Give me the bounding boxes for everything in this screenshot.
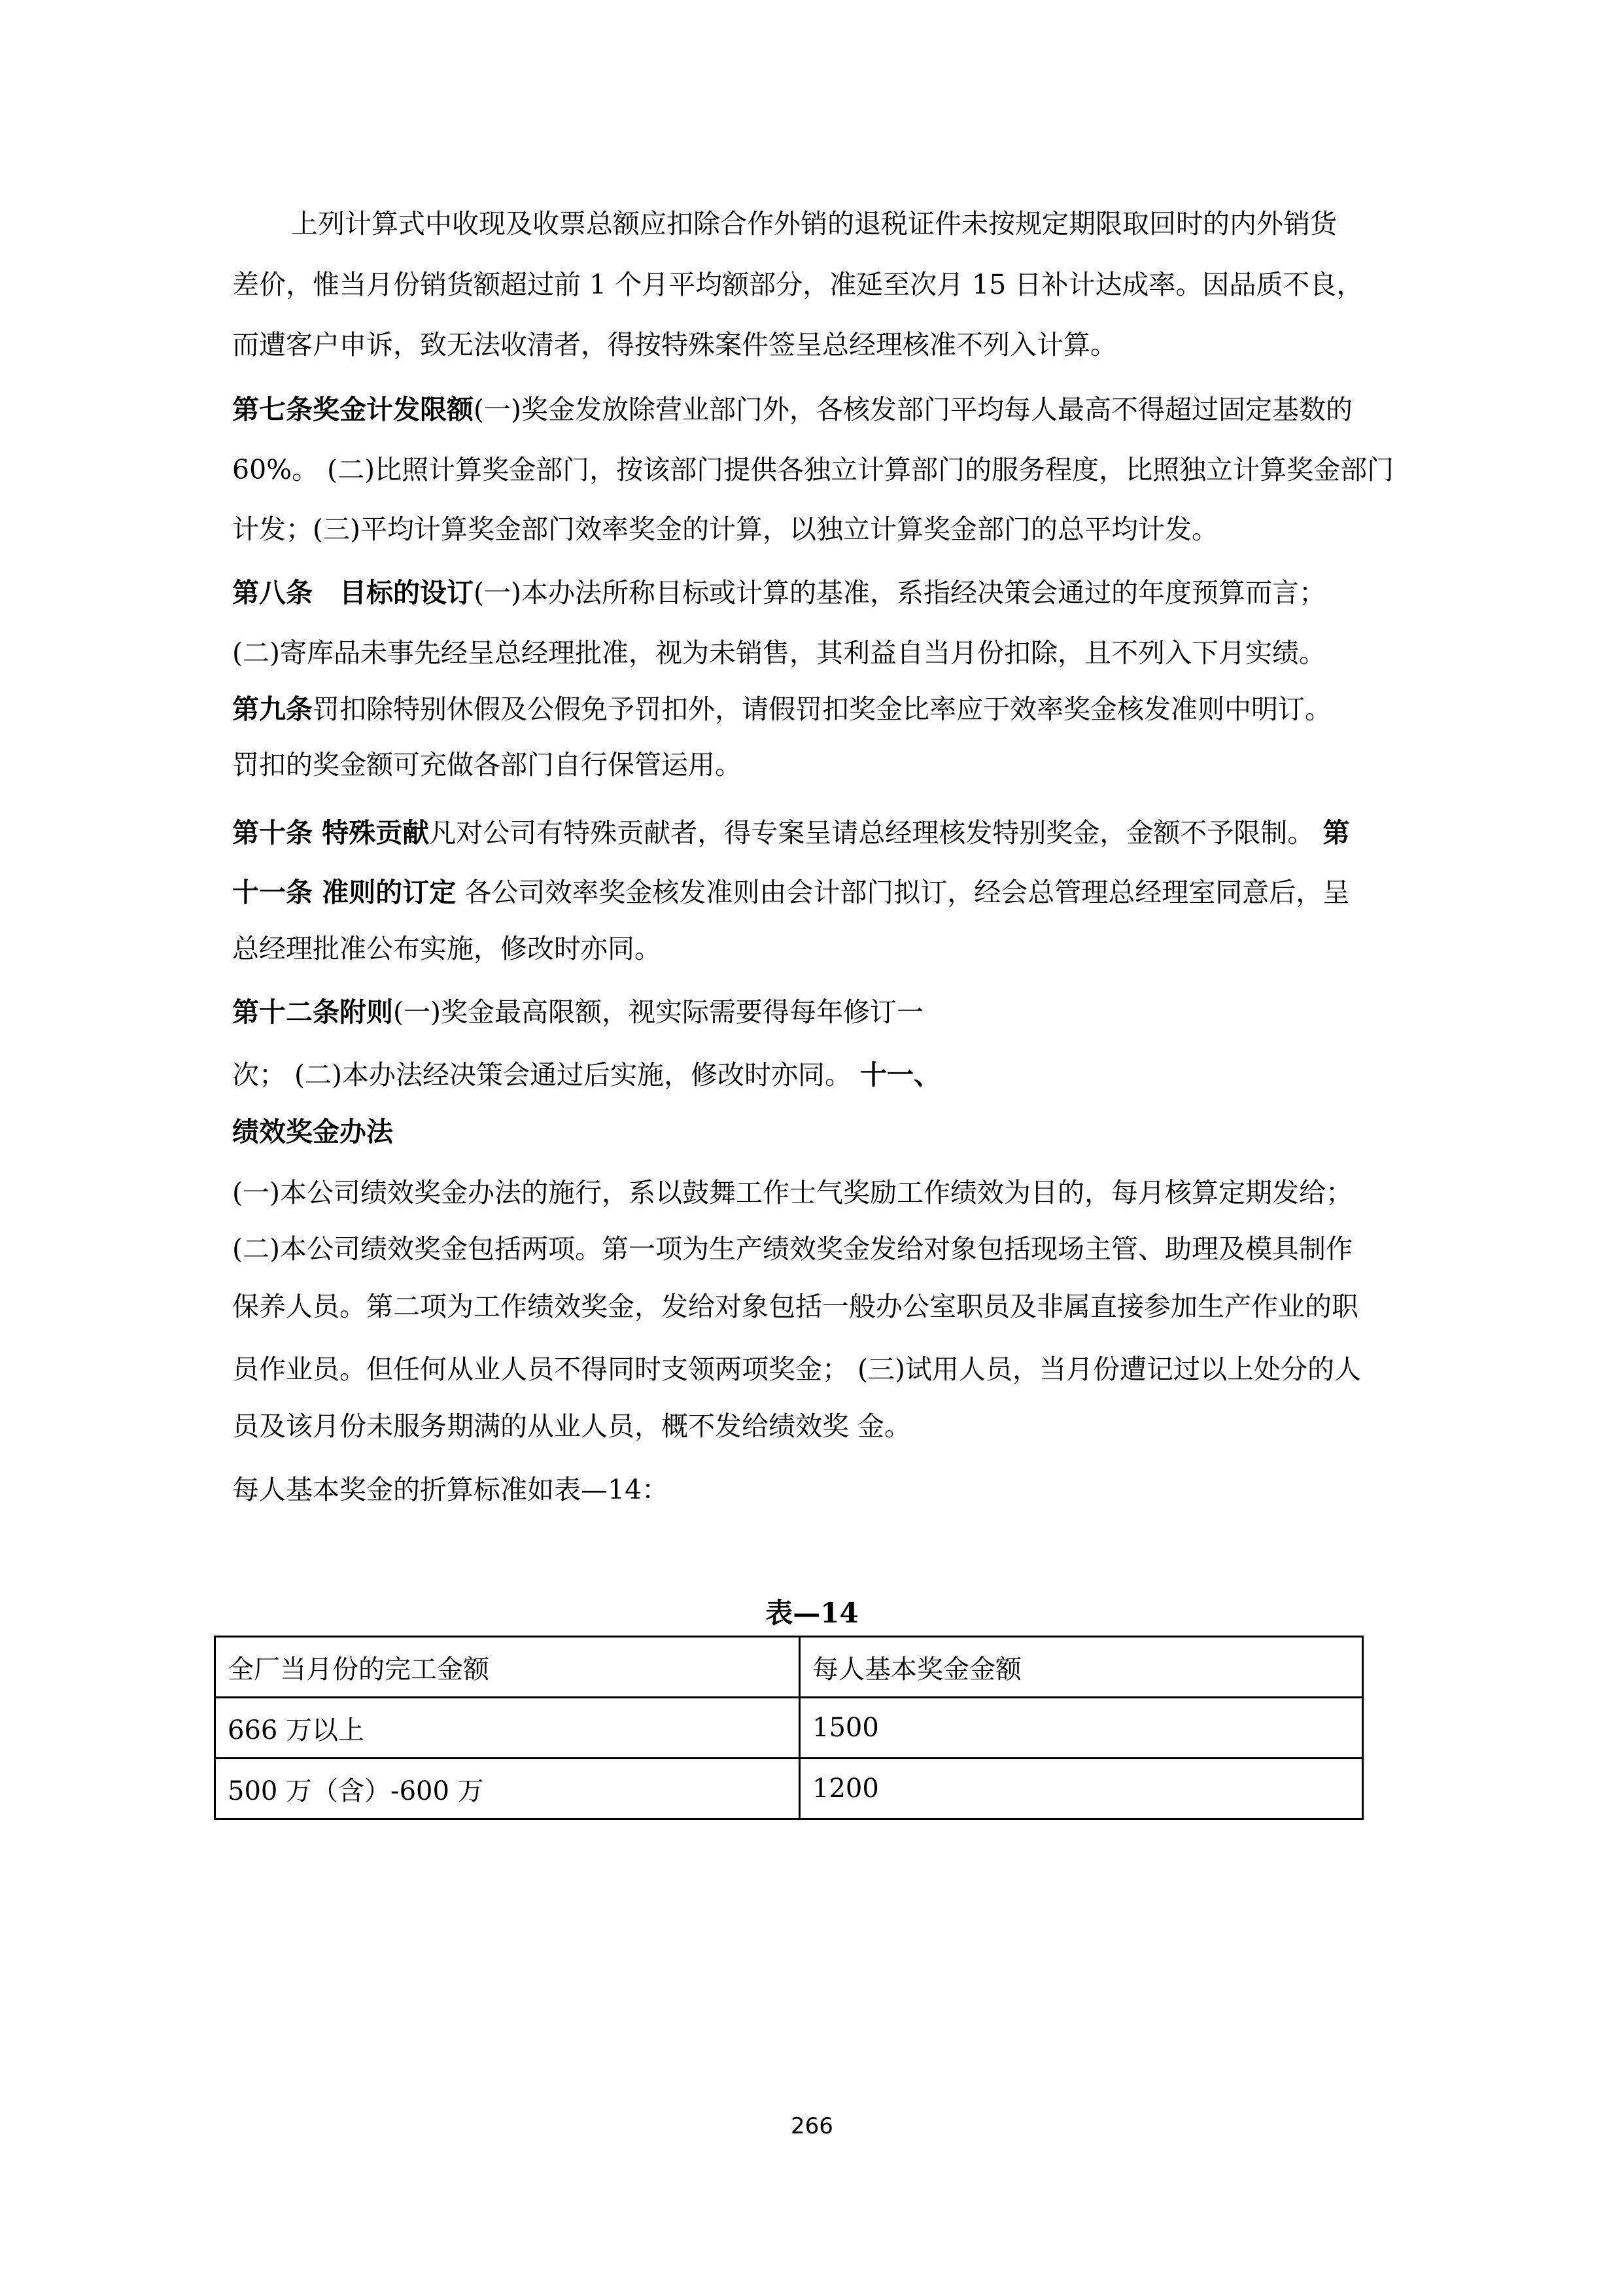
page-number: 266 (791, 2113, 833, 2139)
article-7-text: (一)奖金发放除营业部门外，各核发部门平均每人最高不得超过固定基数的 (474, 394, 1353, 425)
table-cell: 666 万以上 (215, 1698, 800, 1759)
article-11-heading: 十一条 准则的订定 (232, 877, 457, 908)
article-9-text: 罚扣除特别休假及公假免予罚扣外，请假罚扣奖金比率应于效率奖金核发准则中明订。 (313, 693, 1332, 725)
paragraph-line: 差价，惟当月份销货额超过前 1 个月平均额部分，准延至次月 15 日补计达成率。因品质不良， (232, 269, 1364, 300)
paragraph-line: 上列计算式中收现及收票总额应扣除合作外销的退税证件未按规定期限取回时的内外销货 (291, 208, 1337, 239)
bonus-table (214, 1636, 1364, 1820)
table-cell: 1500 (800, 1698, 1363, 1759)
article-12-text: (一)奖金最高限额，视实际需要得每年修订一 (393, 996, 924, 1028)
paragraph-line: 员及该月份未服务期满的从业人员，概不发给绩效奖 金。 (232, 1410, 912, 1442)
article-10-line (232, 816, 1349, 850)
section-11-number: 十一、 (860, 1059, 941, 1091)
article-11-text: 各公司效率奖金核发准则由会计部门拟订，经会总管理总经理室同意后，呈 (456, 877, 1350, 908)
paragraph-line: (二)本公司绩效奖金包括两项。第一项为生产绩效奖金发给对象包括现场主管、助理及模具制作 (232, 1233, 1353, 1265)
table-row (215, 1698, 1363, 1759)
section-11-title: 绩效奖金办法 (232, 1116, 393, 1148)
paragraph-line: 总经理批准公布实施，修改时亦同。 (232, 933, 661, 964)
article-11-line (232, 875, 1349, 909)
table-row (215, 1759, 1363, 1819)
article-12-text-2: 次； (二)本办法经决策会通过后实施，修改时亦同。 (232, 1059, 861, 1091)
article-8-line (232, 576, 1326, 610)
article-9-line (232, 692, 1332, 726)
paragraph-line: 每人基本奖金的折算标准如表—14： (232, 1474, 669, 1505)
paragraph-line: 罚扣的奖金额可充做各部门自行保管运用。 (232, 749, 742, 780)
article-11-heading-start: 第 (1322, 817, 1350, 849)
table-title: 表—14 (765, 1597, 859, 1629)
article-7-line (232, 393, 1353, 427)
article-10-text: 凡对公司有特殊贡献者，得专案呈请总经理核发特别奖金，金额不予限制。 (429, 817, 1323, 849)
paragraph-line: 保养人员。第二项为工作绩效奖金，发给对象包括一般办公室职员及非属直接参加生产作业的职 (232, 1291, 1358, 1322)
table-header-cell: 全厂当月份的完工金额 (215, 1637, 800, 1698)
table-cell: 1200 (800, 1759, 1363, 1819)
paragraph-line: 员作业员。但任何从业人员不得同时支领两项奖金； (三)试用人员，当月份遭记过以上处分的人 (232, 1354, 1362, 1385)
paragraph-line: 60%。 (二)比照计算奖金部门，按该部门提供各独立计算部门的服务程度，比照独立计算奖金部门 (232, 454, 1394, 485)
article-8-text: (一)本办法所称目标或计算的基准，系指经决策会通过的年度预算而言； (474, 577, 1326, 608)
article-10-heading: 第十条 特殊贡献 (232, 817, 430, 849)
table-header-row (215, 1637, 1363, 1698)
paragraph-line: (一)本公司绩效奖金办法的施行，系以鼓舞工作士气奖励工作绩效为目的，每月核算定期发给； (232, 1177, 1353, 1208)
paragraph-line (232, 1058, 941, 1092)
article-8-heading: 第八条 目标的设订 (232, 577, 474, 608)
paragraph-line: (二)寄库品未事先经呈总经理批准，视为未销售，其利益自当月份扣除，且不列入下月实绩。 (232, 637, 1326, 669)
article-7-heading: 第七条奖金计发限额 (232, 394, 474, 425)
table-cell: 500 万（含）-600 万 (215, 1759, 800, 1819)
article-12-heading: 第十二条附则 (232, 996, 393, 1028)
paragraph-line: 而遭客户申诉，致无法收清者，得按特殊案件签呈总经理核准不列入计算。 (232, 329, 1117, 360)
paragraph-line: 计发；(三)平均计算奖金部门效率奖金的计算，以独立计算奖金部门的总平均计发。 (232, 514, 1218, 545)
article-9-heading: 第九条 (232, 693, 313, 725)
table-header-cell: 每人基本奖金金额 (800, 1637, 1363, 1698)
article-12-line (232, 995, 924, 1029)
